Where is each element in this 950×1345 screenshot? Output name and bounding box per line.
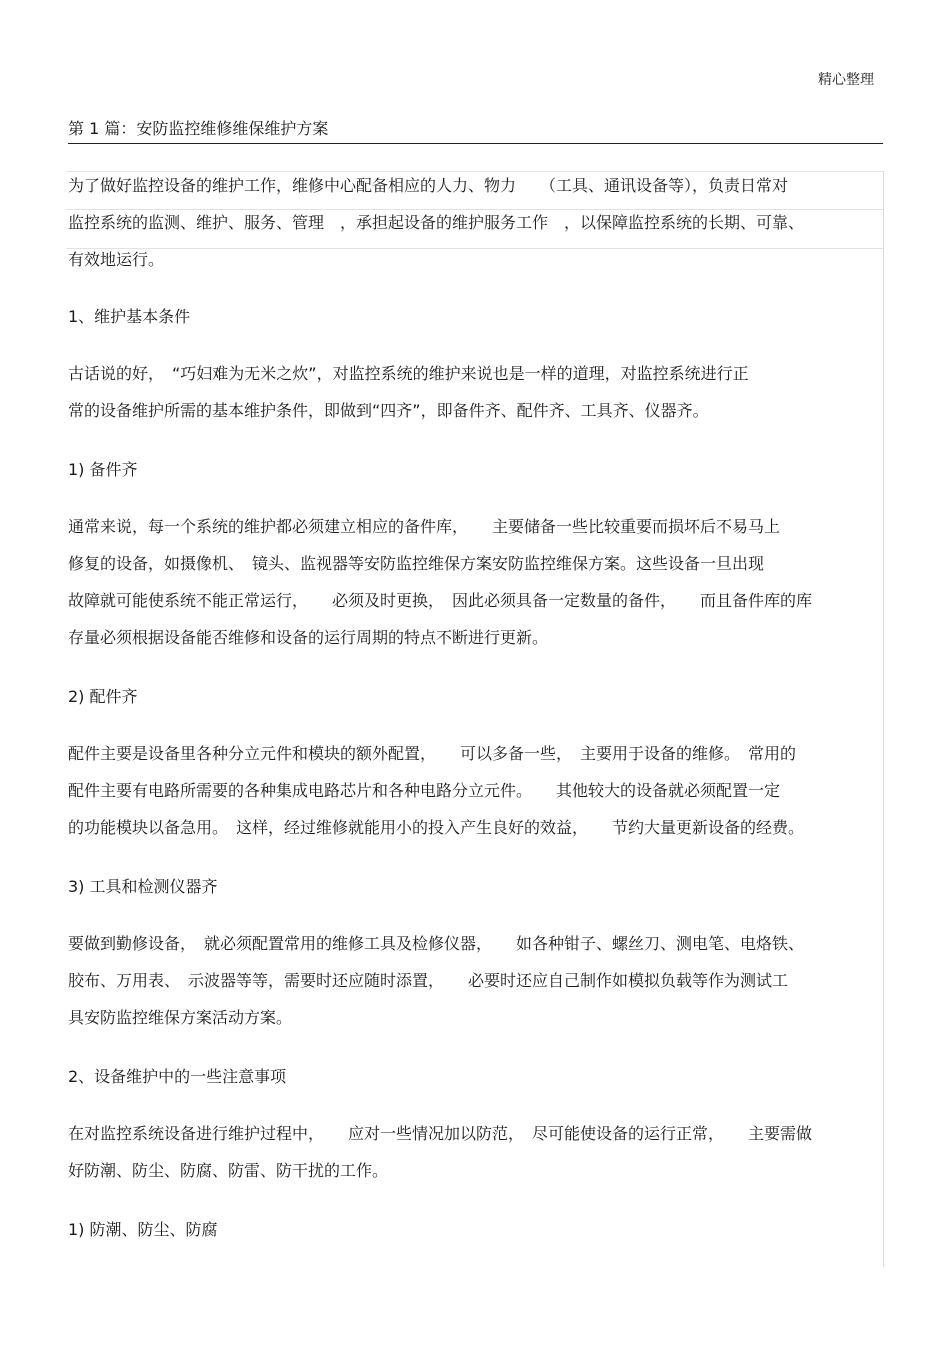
text-line: 3) 工具和检测仪器齐: [68, 877, 218, 896]
text-line: 2、设备维护中的一些注意事项: [68, 1067, 287, 1086]
subsection-heading: [68, 868, 883, 905]
text-line: 为了做好监控设备的维护工作，维修中心配备相应的人力、物力 （工具、通讯设备等），负责日常对: [68, 176, 789, 195]
paragraph: [68, 1115, 883, 1189]
text-line: 修复的设备，如摄像机、 镜头、监视器等安防监控维保方案安防监控维保方案。这些设备一旦出现: [68, 554, 765, 573]
text-line: 监控系统的监测、维护、服务、管理 ，承担起设备的维护服务工作 ，以保障监控系统的长期、可靠、: [68, 213, 805, 232]
text-line: 要做到勤修设备， 就必须配置常用的维修工具及检修仪器， 如各种钳子、螺丝刀、测电笔、电烙铁、: [68, 934, 805, 953]
table-frame: [66, 171, 884, 1267]
text-line: 胶布、万用表、 示波器等等，需要时还应随时添置， 必要时还应自己制作如模拟负载等作为测试工: [68, 971, 789, 990]
text-line: 配件主要有电路所需要的各种集成电路芯片和各种电路分立元件。 其他较大的设备就必须配置一定: [68, 781, 781, 800]
paragraph: [68, 735, 883, 846]
section-heading: [68, 298, 883, 335]
text-line: 的功能模块以备急用。 这样，经过维修就能用小的投入产生良好的效益， 节约大量更新设备的经费。: [68, 818, 805, 837]
subsection-heading: [68, 678, 883, 715]
text-line: 通常来说，每一个系统的维护都必须建立相应的备件库， 主要储备一些比较重要而损坏后不易马上: [68, 517, 781, 536]
text-line: 有效地运行。: [68, 250, 165, 269]
text-line: 2) 配件齐: [68, 687, 138, 706]
paragraph: [68, 925, 883, 1036]
paragraph: [68, 167, 883, 278]
section-heading: [68, 1058, 883, 1095]
subsection-heading: [68, 1211, 883, 1248]
text-line: 常的设备维护所需的基本维护条件，即做到“四齐”，即备件齐、配件齐、工具齐、仪器齐。: [68, 401, 709, 420]
text-line: 存量必须根据设备能否维修和设备的运行周期的特点不断进行更新。: [68, 628, 549, 647]
page-title: 第 1 篇：安防监控维修维保维护方案: [68, 117, 883, 144]
header-note: 精心整理: [818, 72, 874, 88]
text-line: 1、维护基本条件: [68, 307, 191, 326]
text-line: 1) 防潮、防尘、防腐: [68, 1220, 218, 1239]
paragraph: [68, 355, 883, 429]
paragraph: [68, 508, 883, 656]
subsection-heading: [68, 451, 883, 488]
text-line: 故障就可能使系统不能正常运行， 必须及时更换， 因此必须具备一定数量的备件， 而且备件库的库: [68, 591, 813, 610]
text-line: 好防潮、防尘、防腐、防雷、防干扰的工作。: [68, 1161, 389, 1180]
text-line: 在对监控系统设备进行维护过程中， 应对一些情况加以防范， 尽可能使设备的运行正常， 主要需做: [68, 1124, 813, 1143]
text-line: 配件主要是设备里各种分立元件和模块的额外配置， 可以多备一些， 主要用于设备的维修。 常用的: [68, 744, 797, 763]
text-line: 具安防监控维保方案活动方案。: [68, 1008, 293, 1027]
text-line: 1) 备件齐: [68, 460, 138, 479]
text-line: 古话说的好， “巧妇难为无米之炊”，对监控系统的维护来说也是一样的道理，对监控系统进行正: [68, 364, 749, 383]
